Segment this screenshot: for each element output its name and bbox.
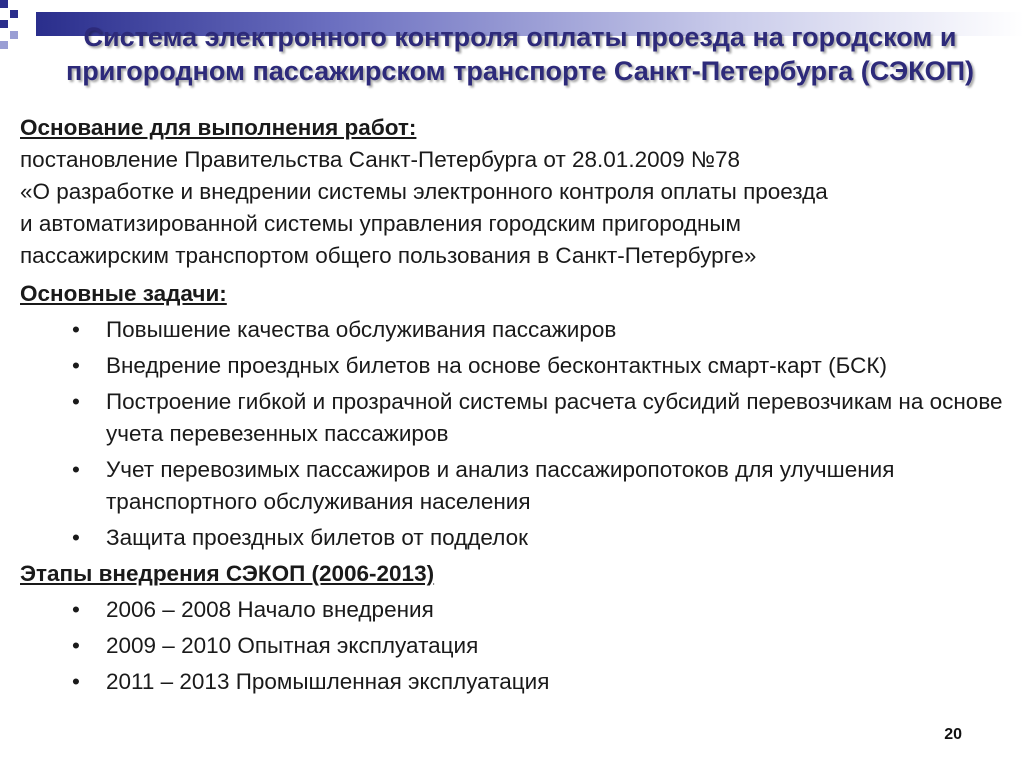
list-item [20,522,1010,554]
page-number: 20 [944,726,962,743]
stage-text: 2011 – 2013 Промышленная эксплуатация [106,669,550,694]
stages-list [20,594,1010,698]
slide-title: Система электронного контроля оплаты проезда на городском и пригородном пассажирском транспорте Санкт-Петербурга (СЭКОП) [65,22,975,86]
bullet-icon: • [72,389,80,414]
decor-square [10,10,18,18]
list-item [20,594,1010,626]
bullet-icon: • [72,353,80,378]
decor-square [0,0,8,8]
list-item [20,666,1010,698]
slide-content [20,112,1010,701]
task-text: Внедрение проездных билетов на основе бесконтактных смарт-карт (БСК) [106,353,887,378]
list-item [20,454,1010,518]
basis-line: «О разработке и внедрении системы электронного контроля оплаты проезда [20,179,828,204]
decor-square [0,41,8,49]
basis-text [20,144,1010,272]
basis-line: и автоматизированной системы управления городским пригородным [20,211,742,236]
stage-text: 2006 – 2008 Начало внедрения [106,597,434,622]
tasks-list [20,314,1010,554]
basis-heading: Основание для выполнения работ: [20,115,417,140]
list-item [20,350,1010,382]
bullet-icon: • [72,525,80,550]
stage-text: 2009 – 2010 Опытная эксплуатация [106,633,479,658]
decor-square [0,20,8,28]
bullet-icon: • [72,597,80,622]
list-item [20,386,1010,450]
tasks-heading: Основные задачи: [20,281,227,306]
task-text: Построение гибкой и прозрачной системы расчета субсидий перевозчикам на основе учета перевезенных пассажиров [106,389,1003,446]
basis-line: постановление Правительства Санкт-Петербурга от 28.01.2009 №78 [20,147,741,172]
bullet-icon: • [72,633,80,658]
stages-heading: Этапы внедрения СЭКОП (2006-2013) [20,561,435,586]
task-text: Защита проездных билетов от подделок [106,525,528,550]
task-text: Повышение качества обслуживания пассажиров [106,317,617,342]
bullet-icon: • [72,317,80,342]
bullet-icon: • [72,457,80,482]
list-item [20,630,1010,662]
list-item [20,314,1010,346]
decor-square [10,31,18,39]
task-text: Учет перевозимых пассажиров и анализ пассажиропотоков для улучшения транспортного обслуживания населения [106,457,895,514]
basis-line: пассажирским транспортом общего пользования в Санкт-Петербурге» [20,243,757,268]
bullet-icon: • [72,669,80,694]
